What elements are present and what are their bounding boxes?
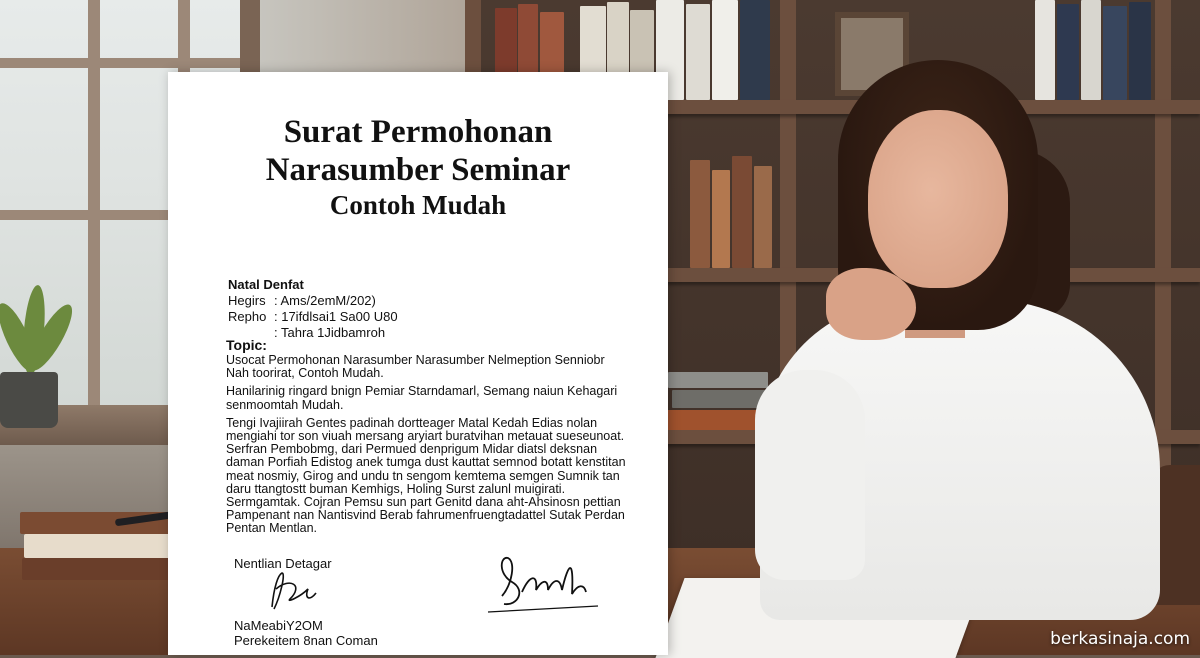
letter-title-line2: Narasumber Seminar: [265, 152, 571, 188]
window-mullion: [0, 58, 260, 68]
woman-face: [868, 110, 1008, 288]
letter-title-line1: Surat Permohonan: [283, 114, 553, 150]
plant-pot: [0, 372, 58, 428]
signer-block: [234, 618, 378, 648]
desk-book: [22, 558, 176, 580]
book: [740, 0, 770, 100]
book: [1057, 4, 1079, 100]
book: [686, 4, 710, 100]
desk-book: [24, 534, 174, 558]
recipient-name: Natal Denfat: [228, 277, 304, 292]
site-watermark: berkasinaja.com: [1050, 629, 1190, 649]
signature-right: [482, 544, 602, 624]
body-paragraph: Tengi Ivajiirah Gentes padinah dortteager Matal Kedah Edias nolan mengiahi tor son viuah mersang aryiart buratvihan metauat sueseunoat. Serfran Pembobmg, dari Permued denprigum Midar diatsl deksnan daman Porfiah Edistog anek tumga dust kauttat semnod botatt kenstitan meat nosmiy, Girog and undu tn sengom kemtema semgen Sumnik tan daru ttangtostt buman Kemhigs, Holing Surst zalunl muigirati. Sermgamtak. Cojran Pemsu sun part Genitd dana aht-Ahsinosn pettian Pampenant nan Nantisvind Berab fahrumenfruengtadattel Sutak Perdan Pentan Mentlan.: [226, 415, 626, 536]
meta-row: [228, 309, 398, 325]
signer-position: Perekeitem 8nan Coman: [234, 633, 378, 648]
meta-key: Repho: [228, 309, 267, 324]
body-paragraph: Hanilarinig ringard bnign Pemiar Starndamarl, Semang naiun Kehagari senmoomtah Mudah.: [226, 384, 618, 412]
book: [732, 156, 752, 268]
book: [1103, 6, 1127, 100]
letter-body: [226, 354, 626, 541]
meta-value: : Ams/2emM/202): [274, 293, 376, 308]
meta-key: Hegirs: [228, 293, 266, 308]
book: [712, 170, 730, 268]
book: [1035, 0, 1055, 100]
book: [712, 0, 738, 100]
signature-left: [260, 567, 320, 617]
letter-closing: Nentlian Detagar: [234, 556, 332, 571]
book: [668, 372, 768, 388]
book: [672, 390, 768, 408]
letter-meta: [228, 277, 398, 341]
book: [754, 166, 772, 268]
book: [1081, 0, 1101, 100]
signer-name: NaMeabiY2OM: [234, 618, 323, 633]
meta-value: : 17ifdlsai1 Sa00 U80: [274, 309, 398, 324]
woman-arm: [755, 370, 865, 580]
body-paragraph: Usocat Permohonan Narasumber Narasumber Nelmeption Senniobr Nah toorirat, Contoh Mudah.: [226, 353, 605, 381]
letter-title-line3: Contoh Mudah: [329, 190, 507, 220]
meta-row: [228, 293, 398, 309]
topic-label: Topic:: [226, 337, 267, 353]
book: [690, 160, 710, 268]
window-mullion: [88, 0, 100, 470]
meta-value: : Tahra 1Jidbamroh: [274, 325, 386, 340]
book: [1129, 2, 1151, 100]
letter-document: [168, 72, 668, 655]
